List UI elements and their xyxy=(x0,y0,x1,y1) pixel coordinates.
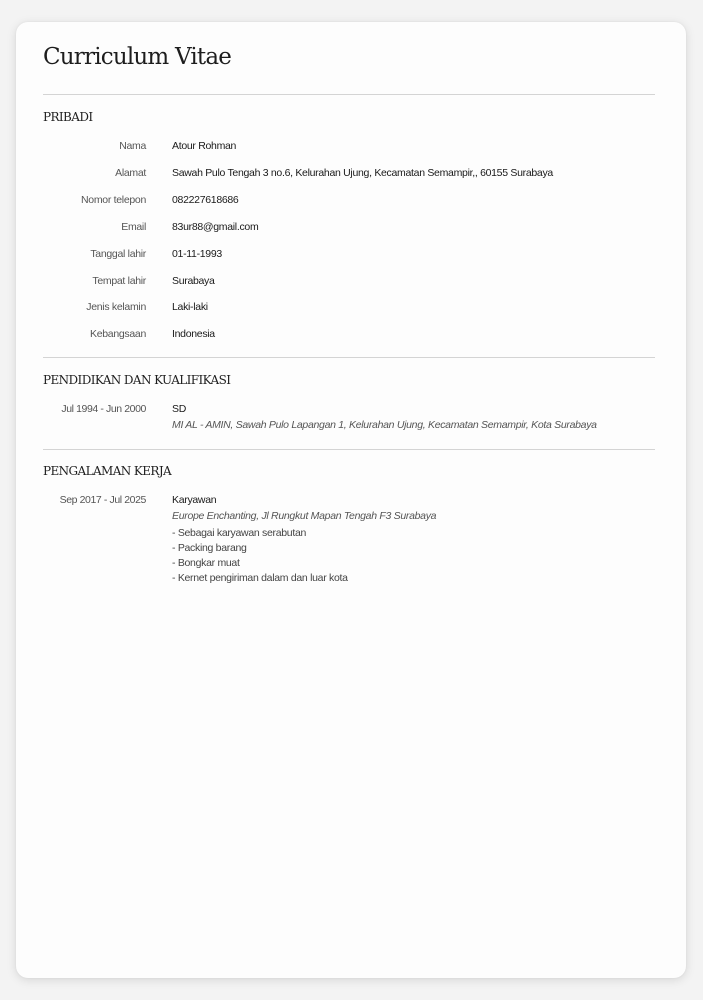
field-label: Nomor telepon xyxy=(81,194,146,206)
field-value: 83ur88@gmail.com xyxy=(172,221,259,233)
entry-period: Sep 2017 - Jul 2025 xyxy=(59,494,146,506)
duty-item: - Packing barang xyxy=(172,542,247,554)
cv-page xyxy=(16,22,686,978)
entry-body xyxy=(172,492,652,586)
section-title-personal: PRIBADI xyxy=(43,110,93,124)
duty-item: - Sebagai karyawan serabutan xyxy=(172,527,307,539)
field-row-email xyxy=(43,219,655,235)
field-value: Atour Rohman xyxy=(172,140,237,152)
field-row-birthplace xyxy=(43,273,655,289)
entry-subtitle: MI AL - AMIN, Sawah Pulo Lapangan 1, Kelurahan Ujung, Kecamatan Semampir, Kota Surabaya xyxy=(172,419,597,431)
field-value: Sawah Pulo Tengah 3 no.6, Kelurahan Ujung, Kecamatan Semampir,, 60155 Surabaya xyxy=(172,167,553,179)
duty-item: - Bongkar muat xyxy=(172,557,240,569)
field-row-phone xyxy=(43,192,655,208)
divider xyxy=(43,94,655,95)
field-row-name xyxy=(43,138,655,154)
entry-title: SD xyxy=(172,403,186,415)
field-value: Laki-laki xyxy=(172,301,208,313)
entry-body xyxy=(172,401,652,433)
page-title: Curriculum Vitae xyxy=(43,44,232,70)
section-title-experience: PENGALAMAN KERJA xyxy=(43,464,172,478)
field-value: 01-11-1993 xyxy=(172,248,222,260)
field-label: Nama xyxy=(119,140,146,152)
duties-list xyxy=(172,526,652,586)
field-label: Alamat xyxy=(115,167,146,179)
entry-title: Karyawan xyxy=(172,494,217,506)
section-title-education: PENDIDIKAN DAN KUALIFIKASI xyxy=(43,373,231,387)
divider xyxy=(43,357,655,358)
field-label: Email xyxy=(121,221,146,233)
field-row-birthdate xyxy=(43,246,655,262)
field-value: Indonesia xyxy=(172,328,215,340)
field-label: Kebangsaan xyxy=(90,328,146,340)
field-value: Surabaya xyxy=(172,275,215,287)
entry-subtitle: Europe Enchanting, Jl Rungkut Mapan Tengah F3 Surabaya xyxy=(172,510,437,522)
field-value: 082227618686 xyxy=(172,194,239,206)
duty-item: - Kernet pengiriman dalam dan luar kota xyxy=(172,572,348,584)
field-label: Tanggal lahir xyxy=(90,248,146,260)
field-row-gender xyxy=(43,299,655,315)
field-label: Tempat lahir xyxy=(92,275,146,287)
entry-period: Jul 1994 - Jun 2000 xyxy=(61,403,146,415)
field-label: Jenis kelamin xyxy=(86,301,146,313)
field-row-address xyxy=(43,165,655,181)
field-row-nationality xyxy=(43,326,655,342)
divider xyxy=(43,449,655,450)
